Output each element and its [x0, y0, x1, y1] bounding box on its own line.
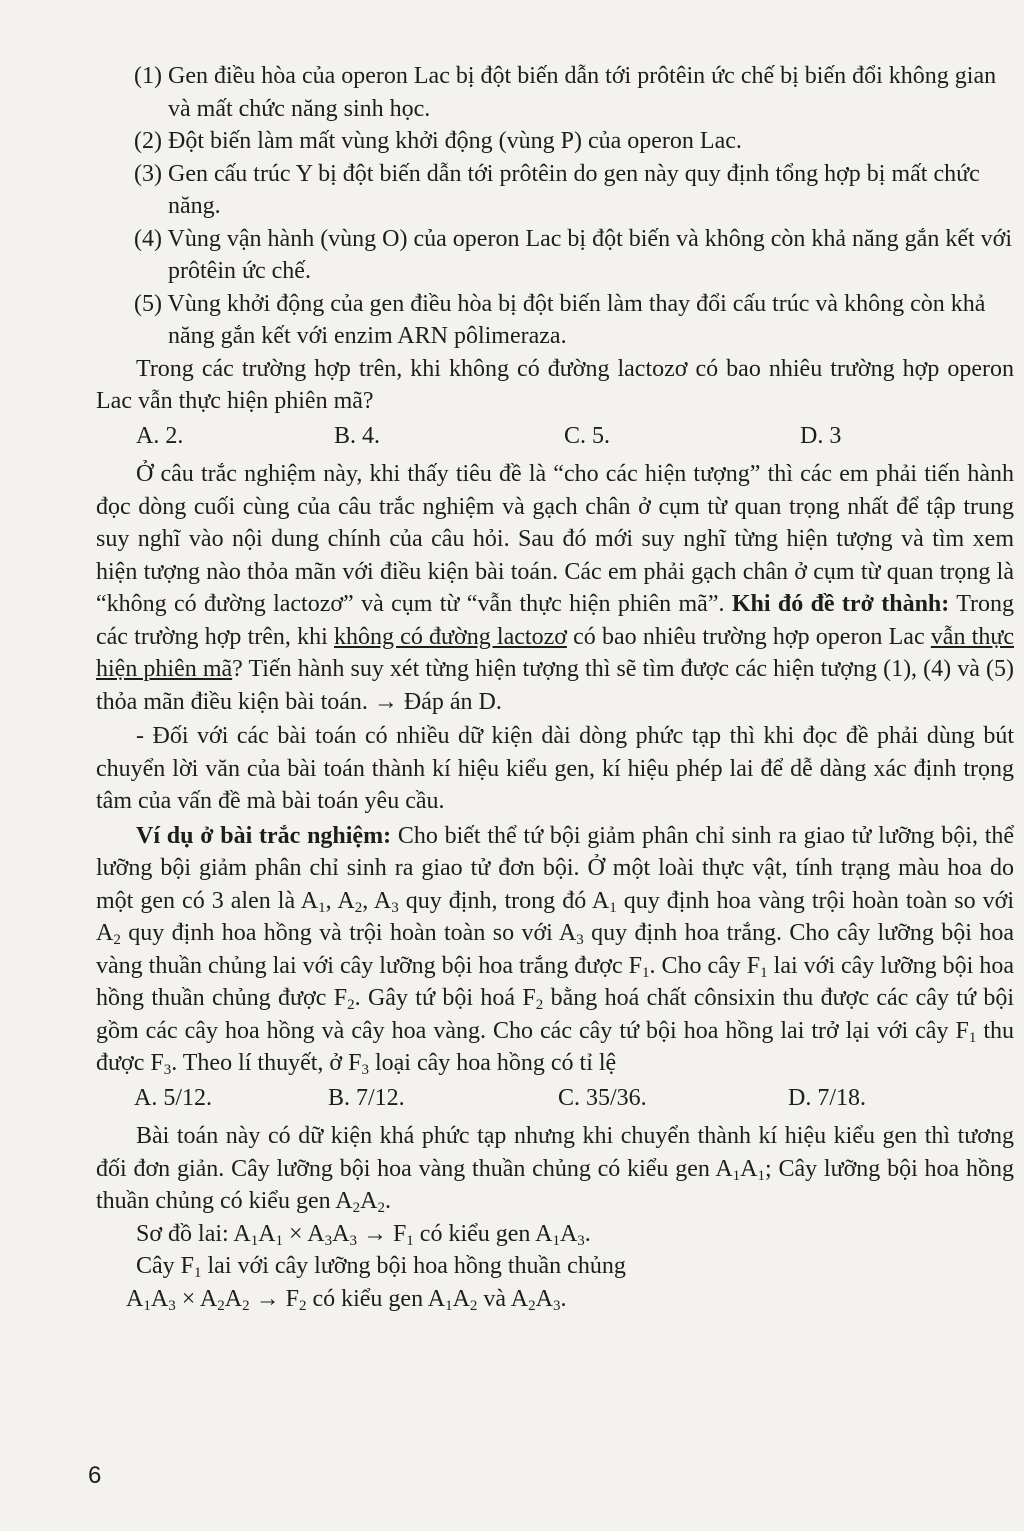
question-1: Trong các trường hợp trên, khi không có đường lactozơ có bao nhiêu trường hợp operon Lac vẫn thực hiện phiên mã?	[96, 355, 1014, 414]
answer-options-2	[134, 1082, 1014, 1115]
option-d: D. 3	[800, 422, 842, 449]
tip-paragraph: - Đối với các bài toán có nhiều dữ kiện dài dòng phức tạp thì khi đọc đề phải dùng bút chuyển lời văn của bài toán thành kí hiệu kiểu gen, kí hiệu phép lai để dễ dàng xác định trọng tâm của vấn đề mà bài toán yêu cầu.	[96, 723, 1014, 814]
option-a: A. 5/12.	[134, 1084, 212, 1111]
option-b: B. 4.	[334, 422, 381, 449]
underlined-phrase-2: vẫn thực hiện phiên mã	[96, 623, 1014, 682]
explanation-text-2: Trong các trường hợp trên, khi	[96, 591, 1014, 650]
list-item-5: (5) Vùng khởi động của gen điều hòa bị đột biến làm thay đổi cấu trúc và không còn khả năng gắn kết với enzim ARN pôlimeraza.	[134, 290, 986, 349]
explanation-paragraph-2: Bài toán này có dữ kiện khá phức tạp nhưng khi chuyển thành kí hiệu kiểu gen thì tương đối đơn giản. Cây lưỡng bội hoa vàng thuần chủng có kiểu gen $A_1A_1$; Cây lưỡng bội hoa hồng thuần chủng có kiểu gen $A_2A_2$.	[96, 1123, 1014, 1216]
option-a: A. 2.	[136, 422, 184, 449]
explanation-text-3: có bao nhiêu trường hợp operon Lac	[566, 623, 931, 650]
list-item-4: (4) Vùng vận hành (vùng O) của operon Lac bị đột biến và không còn khả năng gắn kết với prôtêin ức chế.	[134, 225, 1013, 284]
example-text: Cho biết thể tứ bội giảm phân chỉ sinh ra giao tử lưỡng bội, thể lưỡng bội giảm phân chỉ sinh ra giao tử đơn bội. Ở một loài thực vật, tính trạng màu hoa do một gen có 3 alen là $A_1$, $A_2$, $A_3$ quy định, trong đó $A_1$ quy định hoa vàng trội hoàn toàn so với $A_2$ quy định hoa hồng và trội hoàn toàn so với $A_3$ quy định hoa trắng. Cho cây lưỡng bội hoa vàng thuần chủng lai với cây lưỡng bội hoa trắng được $F_1$. Cho cây $F_1$ lai với cây lưỡng bội hoa hồng thuần chủng được $F_2$. Gây tứ bội hoá $F_2$ bằng hoá chất cônsixin thu được các cây tứ bội gồm các cây hoa hồng và cây hoa vàng. Cho các cây tứ bội hoa hồng lai trở lại với cây $F_1$ thu được $F_3$. Theo lí thuyết, ở $F_3$ loại cây hoa hồng có tỉ lệ	[96, 822, 1015, 1078]
answer-options-1	[136, 420, 1014, 453]
list-item-1: (1) Gen điều hòa của operon Lac bị đột biến dẫn tới prôtêin ức chế bị biến đổi không gian và mất chức năng sinh học.	[134, 63, 997, 122]
option-b: B. 7/12.	[328, 1084, 405, 1111]
explanation-text: Ở câu trắc nghiệm này, khi thấy tiêu đề là “cho các hiện tượng” thì các em phải tiến hành đọc dòng cuối cùng của câu trắc nghiệm và gạch chân ở cụm từ quan trọng nhất để tập trung suy nghĩ vào nội dung chính của câu hỏi. Sau đó mới suy nghĩ từng hiện tượng và tìm xem hiện tượng nào thỏa mãn với điều kiện bài toán. Các em phải gạch chân ở cụm từ quan trọng là “không có đường lactozơ” và cụm từ “vẫn thực hiện phiên mã”.	[96, 461, 1014, 617]
example-paragraph	[96, 820, 1014, 1080]
bold-lead: Khi đó đề trở thành:	[731, 591, 950, 617]
option-c: C. 35/36.	[558, 1084, 647, 1111]
page-number: 6	[88, 1462, 102, 1489]
explanation-text-4: ? Tiến hành suy xét từng hiện tượng thì sẽ tìm được các hiện tượng (1), (4) và (5) thỏa mãn điều kiện bài toán. → Đáp án D.	[96, 656, 1014, 715]
list-item-2: (2) Đột biến làm mất vùng khởi động (vùng P) của operon Lac.	[134, 128, 742, 154]
page-content	[96, 60, 1014, 1315]
cross-intro: Cây $F_1$ lai với cây lưỡng bội hoa hồng thuần chủng	[136, 1253, 626, 1281]
explanation-paragraph-1	[96, 458, 1014, 718]
example-label: Ví dụ ở bài trắc nghiệm:	[136, 822, 392, 849]
cross-scheme-1: Sơ đồ lai: $A_1A_1 \times A_3A_3 \to F_1$ có kiểu gen $A_1A_3$.	[136, 1220, 591, 1249]
option-c: C. 5.	[564, 422, 611, 449]
cross-scheme-2: $A_1A_3 \times A_2A_2 \to F_2$ có kiểu gen $A_1A_2$ và $A_2A_3$.	[126, 1285, 567, 1314]
list-item-3: (3) Gen cấu trúc Y bị đột biến dẫn tới prôtêin do gen này quy định tổng hợp bị mất chức năng.	[134, 160, 980, 219]
underlined-phrase-1: không có đường lactozơ	[333, 623, 567, 650]
option-d: D. 7/18.	[788, 1084, 866, 1111]
